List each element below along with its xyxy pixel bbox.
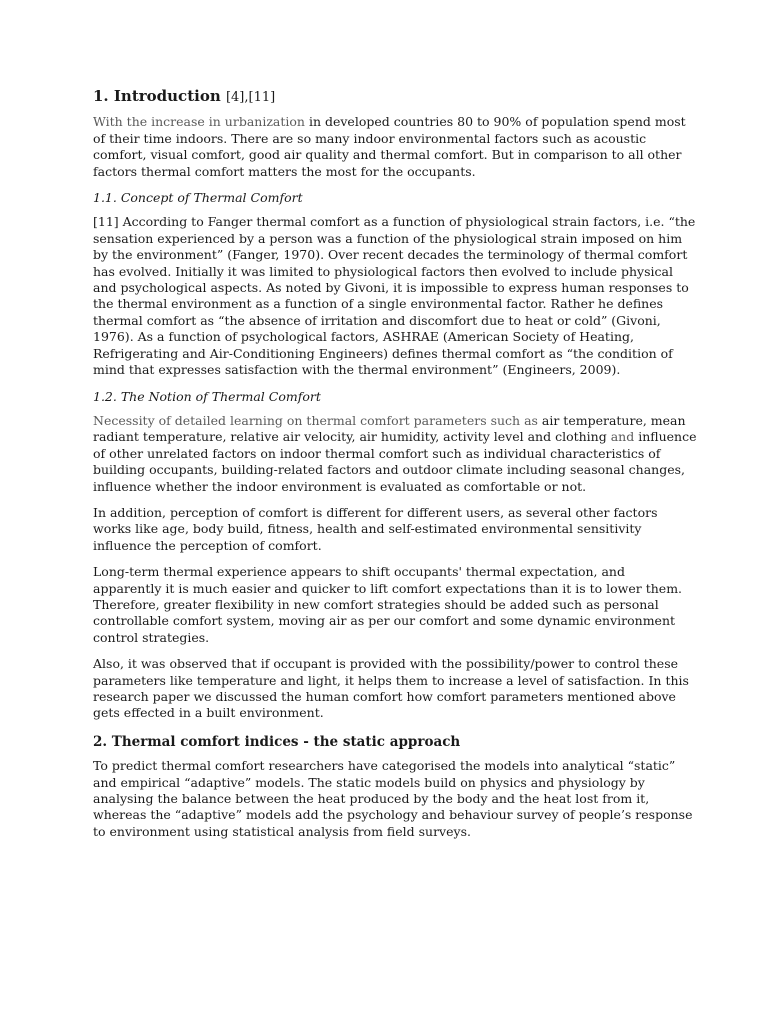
- notion-and-text: and: [610, 429, 635, 445]
- subsection-1-2-heading: 1.2. The Notion of Thermal Comfort: [93, 388, 321, 404]
- notion-middle-text: air temperature, mean radiant temperature, relative air velocity, air humidity, activity level and clothing: [93, 412, 686, 445]
- notion-paragraph-4: Also, it was observed that if occupant is provided with the possibility/power to control these parameters like temperature and light, it helps them to increase a level of satisfaction. In this research paper we discussed the human comfort how comfort parameters mentioned above gets effected in a built environment.: [93, 656, 689, 721]
- subsection-1-1-heading: 1.1. Concept of Thermal Comfort: [93, 190, 303, 206]
- concept-paragraph: [11] According to Fanger thermal comfort as a function of physiological strain factors, i.e. “the sensation experienced by a person was a function of the physiological strain imposed on him by the environment” (Fanger, 1970). Over recent decades the terminology of thermal comfort has evolved. Initially it was limited to physiological factors then evolved to include physical and psychological aspects. As noted by Givoni, it is impossible to express human responses to the thermal environment as a function of a single environmental factor. Rather he defines thermal comfort as “the absence of irritation and discomfort due to heat or cold” (Givoni, 1976). As a function of psychological factors, ASHRAE (American Society of Heating, Refrigerating and Air-Conditioning Engineers) defines thermal comfort as “the condition of mind that expresses satisfaction with the thermal environment” (Engineers, 2009).: [93, 214, 696, 378]
- intro-paragraph: [93, 114, 697, 180]
- notion-paragraph-2: In addition, perception of comfort is different for different users, as several other factors works like age, body build, fitness, health and self-estimated environmental sensitivity influence the perception of comfort.: [93, 504, 658, 553]
- notion-paragraph-1: [93, 413, 697, 495]
- notion-paragraph-3: Long-term thermal experience appears to shift occupants' thermal expectation, and apparently it is much easier and quicker to lift comfort expectations than it is to lower them. Therefore, greater flexibility in new comfort strategies should be added such as personal controllable comfort system, moving air as per our comfort and some dynamic environment control strategies.: [93, 564, 683, 645]
- section-1-title: Introduction: [113, 87, 221, 105]
- document-page: [93, 84, 697, 850]
- intro-lead-text: With the increase in urbanization: [93, 114, 305, 130]
- section-2-paragraph: To predict thermal comfort researchers have categorised the models into analytical “static” and empirical “adaptive” models. The static models build on physics and physiology by analysing the balance between the heat produced by the body and the heat lost from it, whereas the “adaptive” models add the psychology and behaviour survey of people’s response to environment using statistical analysis from field surveys.: [93, 758, 693, 839]
- section-1-number: 1.: [93, 87, 109, 105]
- section-1-refs: [4],[11]: [225, 90, 276, 105]
- section-2-heading: 2. Thermal comfort indices - the static approach: [93, 733, 461, 750]
- intro-rest-text: in developed countries 80 to 90% of population spend most of their time indoors. There are so many indoor environmental factors such as acoustic comfort, visual comfort, good air quality and thermal comfort. But in comparison to all other factors thermal comfort matters the most for the occupants.: [93, 114, 686, 179]
- section-1-heading: [93, 88, 697, 106]
- notion-rest-text: influence of other unrelated factors on indoor thermal comfort such as individual characteristics of building occupants, building-related factors and outdoor climate including seasonal changes, influence whether the indoor environment is evaluated as comfortable or not.: [93, 429, 697, 494]
- notion-lead-text: Necessity of detailed learning on thermal comfort parameters such as: [93, 412, 538, 428]
